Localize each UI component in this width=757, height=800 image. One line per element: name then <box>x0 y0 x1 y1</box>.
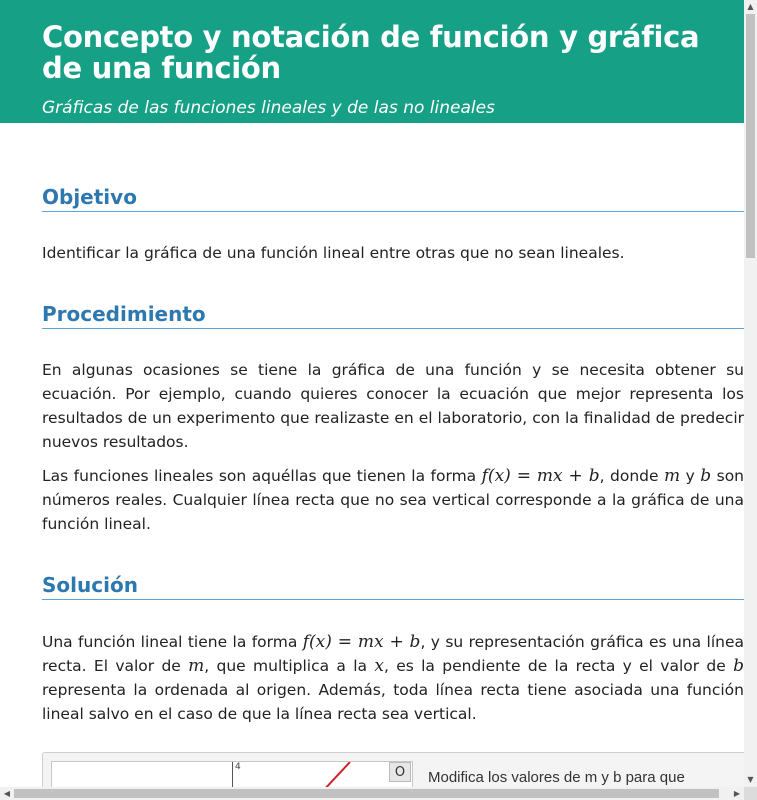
section-title-objetivo: Objetivo <box>42 185 744 212</box>
section-title-procedimiento: Procedimiento <box>42 302 744 329</box>
horizontal-scrollbar[interactable] <box>0 787 757 800</box>
text-segment: Las funciones lineales son aquéllas que tienen la forma <box>42 467 482 485</box>
page-title: Concepto y notación de función y gráfica de una función <box>42 20 700 85</box>
math-variable: x <box>374 656 384 676</box>
math-variable: b <box>700 466 712 486</box>
section-title-solucion: Solución <box>42 573 744 600</box>
math-formula: f(x) = mx + b <box>302 632 421 652</box>
y-tick-label: 4 <box>235 762 241 772</box>
page-header <box>0 0 744 123</box>
text-segment: , es la pendiente de la recta y el valor de <box>383 657 734 675</box>
text-segment: Una función lineal tiene la forma <box>42 633 303 651</box>
scroll-left-arrow-icon[interactable]: ◀ <box>3 789 11 798</box>
page-subtitle: Gráficas de las funciones lineales y de las no lineales <box>42 98 495 118</box>
vertical-scrollbar[interactable] <box>744 0 757 787</box>
text-segment: , que multiplica a la <box>204 657 375 675</box>
math-variable: b <box>733 656 744 676</box>
text-segment: , y su representación gráfica es una línea recta. El valor de <box>42 633 744 675</box>
scrollbar-corner <box>744 787 757 800</box>
text-segment: , donde <box>599 467 665 485</box>
procedimiento-paragraph-1: En algunas ocasiones se tiene la gráfica de una función y se necesita obtener su ecuación. Por ejemplo, cuando quieres conocer la ecuación que mejor representa los resultados de un experimento que realizaste en el laboratorio, con la finalidad de predecir nuevos resultados. <box>42 361 744 451</box>
scroll-up-arrow-icon[interactable]: ▲ <box>747 2 754 11</box>
math-variable: m <box>188 656 205 676</box>
scroll-right-arrow-icon[interactable]: ▶ <box>733 789 741 798</box>
graph-view[interactable] <box>51 761 413 787</box>
math-formula: f(x) = mx + b <box>481 466 600 486</box>
geogebra-applet[interactable] <box>42 752 744 787</box>
text-segment: y <box>680 467 701 485</box>
solucion-paragraph <box>42 630 744 726</box>
math-variable: m <box>664 466 681 486</box>
linear-function-line <box>52 762 412 787</box>
text-segment: representa la ordenada al origen. Además, toda línea recta tiene asociada una función lineal salvo en el caso de que la línea recta sea vertical. <box>42 681 744 723</box>
graphics-options-button[interactable]: O <box>389 762 411 782</box>
applet-instruction: Modifica los valores de m y b para que <box>428 769 685 786</box>
vertical-scroll-thumb[interactable] <box>746 14 755 258</box>
text-segment: son números reales. Cualquier línea recta que no sea vertical corresponde a la gráfica de una función lineal. <box>42 467 744 533</box>
procedimiento-paragraph-2 <box>42 464 744 536</box>
objetivo-text: Identificar la gráfica de una función lineal entre otras que no sean lineales. <box>42 244 625 262</box>
scroll-down-arrow-icon[interactable]: ▼ <box>747 775 754 784</box>
horizontal-scroll-thumb[interactable] <box>14 789 719 798</box>
